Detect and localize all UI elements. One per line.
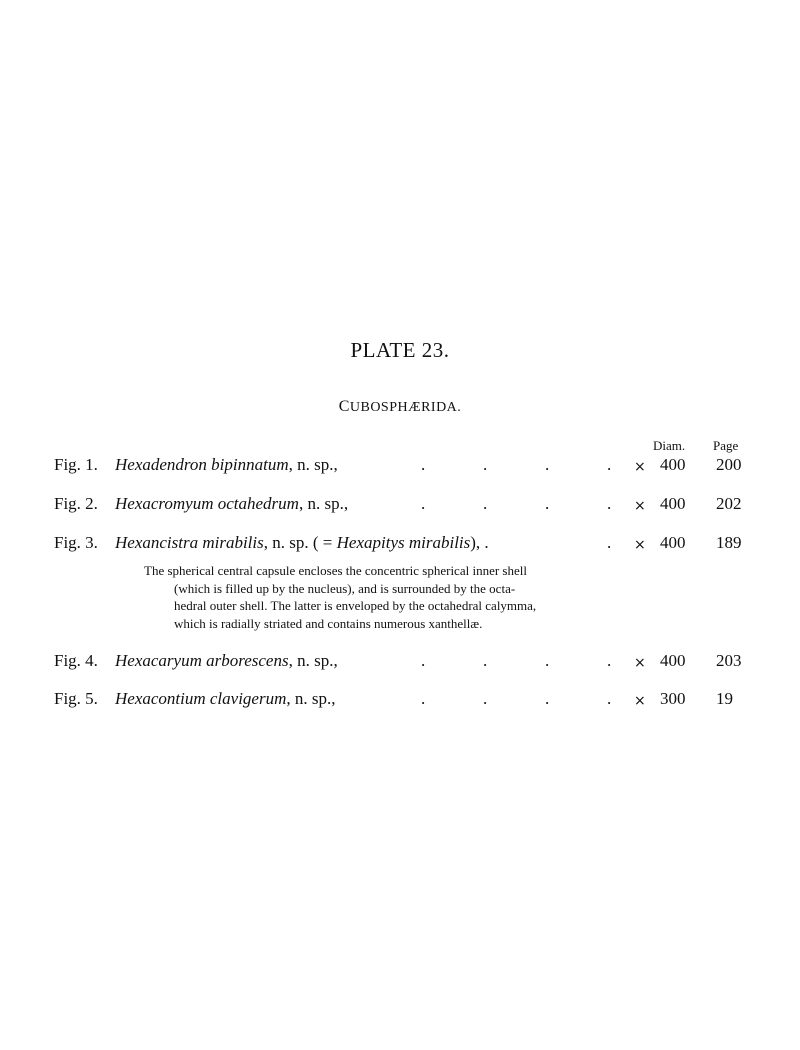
magnification-sign: × bbox=[634, 655, 646, 671]
section-title-initial: C bbox=[338, 398, 350, 415]
figure-species-note: , n. sp., bbox=[288, 455, 338, 474]
leader-dot: . bbox=[607, 455, 612, 474]
leader-dot: . bbox=[607, 533, 612, 552]
leader-dot: . bbox=[483, 689, 488, 708]
figure-diameter: 400 bbox=[660, 651, 686, 670]
magnification-sign: × bbox=[634, 459, 646, 475]
leader-dot: . bbox=[483, 651, 488, 670]
figure-label: Fig. 4. bbox=[54, 651, 98, 670]
figure-species: Hexacaryum arborescens bbox=[115, 651, 289, 670]
figure-species-note: , n. sp., bbox=[298, 494, 349, 513]
figure-species: Hexacromyum octahedrum bbox=[115, 494, 299, 513]
figure-row-1 bbox=[0, 455, 800, 479]
leader-dot: . bbox=[607, 651, 612, 670]
leader-dot: . bbox=[545, 455, 550, 474]
magnification-sign: × bbox=[634, 693, 646, 709]
figure-page: 203 bbox=[716, 651, 742, 670]
figure-row-3 bbox=[0, 533, 800, 557]
section-title-rest: UBOSPHÆRIDA. bbox=[349, 400, 462, 415]
leader-dot: . bbox=[483, 494, 488, 513]
figure-diameter: 400 bbox=[660, 494, 686, 513]
figure-row-2 bbox=[0, 494, 800, 518]
figure-label: Fig. 3. bbox=[54, 533, 98, 552]
figure-label: Fig. 2. bbox=[54, 494, 98, 513]
figure-diameter: 300 bbox=[660, 689, 686, 708]
figure-page: 200 bbox=[716, 455, 742, 474]
description-line: The spherical central capsule encloses the concentric spherical inner shell bbox=[144, 563, 527, 578]
section-title bbox=[0, 398, 800, 416]
leader-dot: . bbox=[421, 455, 426, 474]
magnification-sign: × bbox=[634, 498, 646, 514]
description-line: which is radially striated and contains numerous xanthellæ. bbox=[174, 615, 483, 631]
leader-dot: . bbox=[421, 651, 426, 670]
figure-species-note: , n. sp. ( = bbox=[263, 533, 337, 552]
figure-label: Fig. 5. bbox=[54, 689, 98, 708]
figure-species-note: , n. sp., bbox=[288, 651, 338, 670]
leader-dot: . bbox=[545, 651, 550, 670]
description-line: hedral outer shell. The latter is enveloped by the octahedral calymma, bbox=[174, 598, 537, 613]
leader-dot: . bbox=[421, 689, 426, 708]
figure-synonym-close: ), . bbox=[470, 533, 489, 552]
figure-synonym: Hexapitys mirabilis bbox=[336, 533, 471, 552]
figure-label: Fig. 1. bbox=[54, 455, 98, 474]
figure-page: 202 bbox=[716, 494, 742, 513]
figure-diameter: 400 bbox=[660, 533, 686, 552]
leader-dot: . bbox=[607, 494, 612, 513]
figure-species: Hexadendron bipinnatum bbox=[115, 455, 289, 474]
figure-species-note: , n. sp., bbox=[286, 689, 336, 708]
leader-dot: . bbox=[483, 455, 488, 474]
figure-3-description bbox=[144, 562, 624, 632]
figure-species: Hexacontium clavigerum bbox=[115, 689, 287, 708]
leader-dot: . bbox=[607, 689, 612, 708]
figure-page: 19 bbox=[716, 689, 733, 708]
figure-row-4 bbox=[0, 651, 800, 675]
figure-species: Hexancistra mirabilis bbox=[115, 533, 264, 552]
leader-dot: . bbox=[545, 689, 550, 708]
leader-dot: . bbox=[421, 494, 426, 513]
figure-name bbox=[115, 533, 489, 553]
magnification-sign: × bbox=[634, 537, 646, 553]
figure-name bbox=[115, 494, 348, 514]
figure-name bbox=[115, 455, 338, 475]
figure-diameter: 400 bbox=[660, 455, 686, 474]
description-line: (which is filled up by the nucleus), and is surrounded by the octa- bbox=[174, 580, 516, 596]
figure-row-5 bbox=[0, 689, 800, 713]
figure-name bbox=[115, 651, 338, 671]
column-header-diam: Diam. bbox=[653, 438, 686, 453]
column-header-page: Page bbox=[713, 438, 739, 453]
leader-dot: . bbox=[545, 494, 550, 513]
figure-page: 189 bbox=[716, 533, 742, 552]
plate-title: PLATE 23. bbox=[350, 338, 450, 362]
figure-name bbox=[115, 689, 336, 709]
